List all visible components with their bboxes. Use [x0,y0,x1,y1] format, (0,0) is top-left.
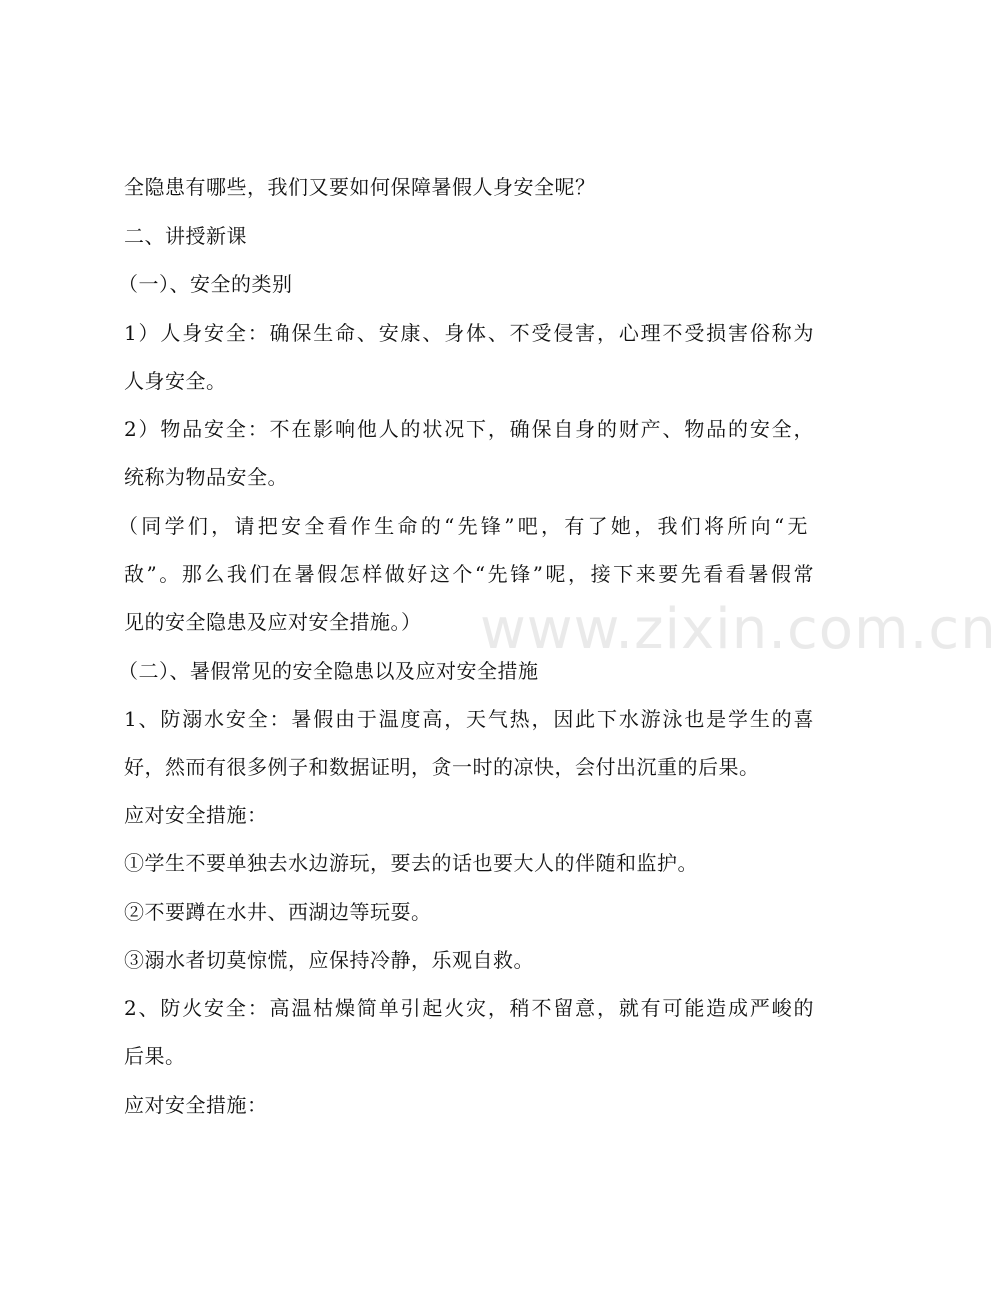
text-line: 敌”。那么我们在暑假怎样做好这个“先锋”呢，接下来要先看看暑假常 [124,562,814,586]
watermark: www.zixin.com.cn [480,597,997,662]
section-heading: 二、讲授新课 [124,224,247,248]
list-item: ②不要蹲在水井、西湖边等玩耍。 [124,900,432,924]
list-item: ①学生不要单独去水边游玩，要去的话也要大人的伴随和监护。 [124,851,698,875]
text-line: 应对安全措施： [124,803,268,827]
subsection-heading: （一）、安全的类别 [118,272,293,296]
text-line: （同学们，请把安全看作生命的“先锋”吧，有了她，我们将所向“无 [118,514,808,538]
text-line: 2、防火安全：高温枯燥简单引起火灾，稍不留意，就有可能造成严峻的 [124,996,814,1020]
text-line: 见的安全隐患及应对安全措施。） [124,610,422,634]
text-line: 后果。 [124,1044,186,1068]
text-line: 好，然而有很多例子和数据证明，贪一时的凉快，会付出沉重的后果。 [124,755,760,779]
list-item: ③溺水者切莫惊慌，应保持冷静，乐观自救。 [124,948,534,972]
text-line: 1）人身安全：确保生命、安康、身体、不受侵害，心理不受损害俗称为 [124,321,814,345]
text-line: 1、防溺水安全：暑假由于温度高，天气热，因此下水游泳也是学生的喜 [124,707,814,731]
text-line: 应对安全措施： [124,1093,268,1117]
text-line: 全隐患有哪些，我们又要如何保障暑假人身安全呢？ [124,175,596,199]
text-line: 统称为物品安全。 [124,465,288,489]
subsection-heading: （二）、暑假常见的安全隐患以及应对安全措施 [118,659,539,683]
text-line: 人身安全。 [124,369,227,393]
text-line: 2）物品安全：不在影响他人的状况下，确保自身的财产、物品的安全， [124,417,814,441]
